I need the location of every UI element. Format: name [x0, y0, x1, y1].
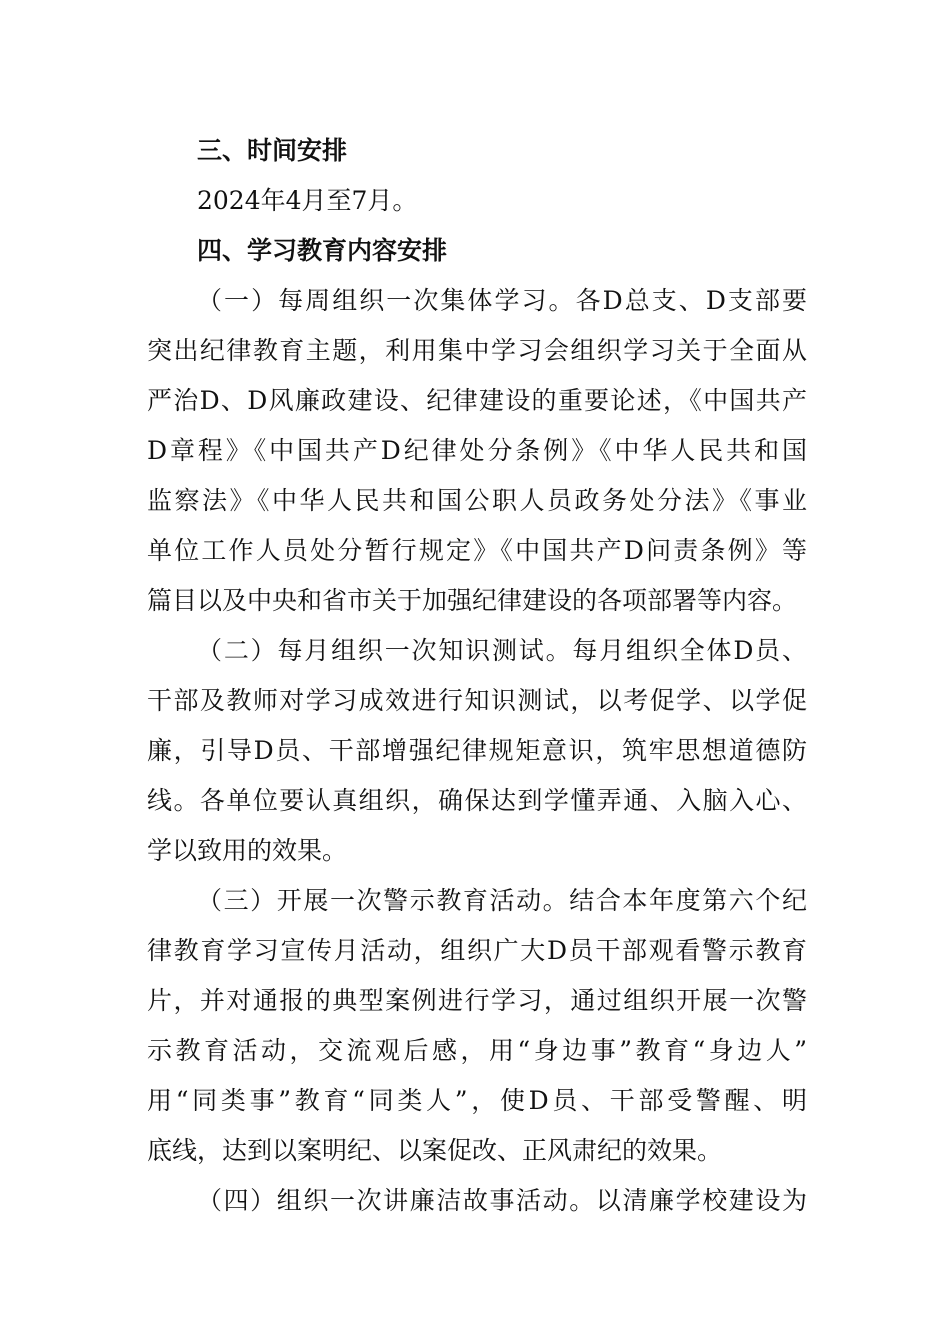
document-page [147, 126, 807, 1226]
section-heading-content: 四、学习教育内容安排 [197, 236, 448, 265]
paragraph-monthly-test [147, 626, 807, 876]
paragraph-line: 律教育学习宣传月活动，组织广大D员干部观看警示教育 [147, 936, 807, 965]
paragraph-line: （二）每月组织一次知识测试。每月组织全体D员、 [197, 636, 807, 665]
paragraph-line: 用“同类事”教育“同类人”，使D员、干部受警醒、明 [147, 1086, 807, 1115]
paragraph-line: 严治D、D风廉政建设、纪律建设的重要论述，《中国共产 [147, 386, 807, 415]
paragraph-line: D章程》《中国共产D纪律处分条例》《中华人民共和国 [147, 436, 807, 465]
paragraph-line: 线。各单位要认真组织，确保达到学懂弄通、入脑入心、 [147, 786, 807, 815]
paragraph-line: 底线，达到以案明纪、以案促改、正风肃纪的效果。 [147, 1136, 723, 1165]
paragraph-weekly-study [147, 276, 807, 626]
paragraph-integrity-stories [147, 1176, 807, 1226]
paragraph-line: （一）每周组织一次集体学习。各D总支、D支部要 [197, 286, 807, 315]
schedule-text: 2024年4月至7月。 [197, 186, 418, 215]
paragraph-line: （四）组织一次讲廉洁故事活动。以清廉学校建设为 [197, 1186, 807, 1215]
paragraph-warning-education [147, 876, 807, 1176]
paragraph-line: 学以致用的效果。 [147, 836, 348, 865]
paragraph-line: 监察法》《中华人民共和国公职人员政务处分法》《事业 [147, 486, 807, 515]
paragraph-line: （三）开展一次警示教育活动。结合本年度第六个纪 [197, 886, 807, 915]
paragraph-line: 示教育活动，交流观后感，用“身边事”教育“身边人” [147, 1036, 807, 1065]
paragraph-line: 篇目以及中央和省市关于加强纪律建设的各项部署等内容。 [147, 586, 798, 615]
paragraph-line: 干部及教师对学习成效进行知识测试，以考促学、以学促 [147, 686, 807, 715]
paragraph-line: 单位工作人员处分暂行规定》《中国共产D问责条例》等 [147, 536, 807, 565]
section-heading-schedule: 三、时间安排 [197, 136, 348, 165]
paragraph-line: 廉，引导D员、干部增强纪律规矩意识，筑牢思想道德防 [147, 736, 807, 765]
paragraph-line: 突出纪律教育主题，利用集中学习会组织学习关于全面从 [147, 336, 807, 365]
paragraph-line: 片，并对通报的典型案例进行学习，通过组织开展一次警 [147, 986, 807, 1015]
